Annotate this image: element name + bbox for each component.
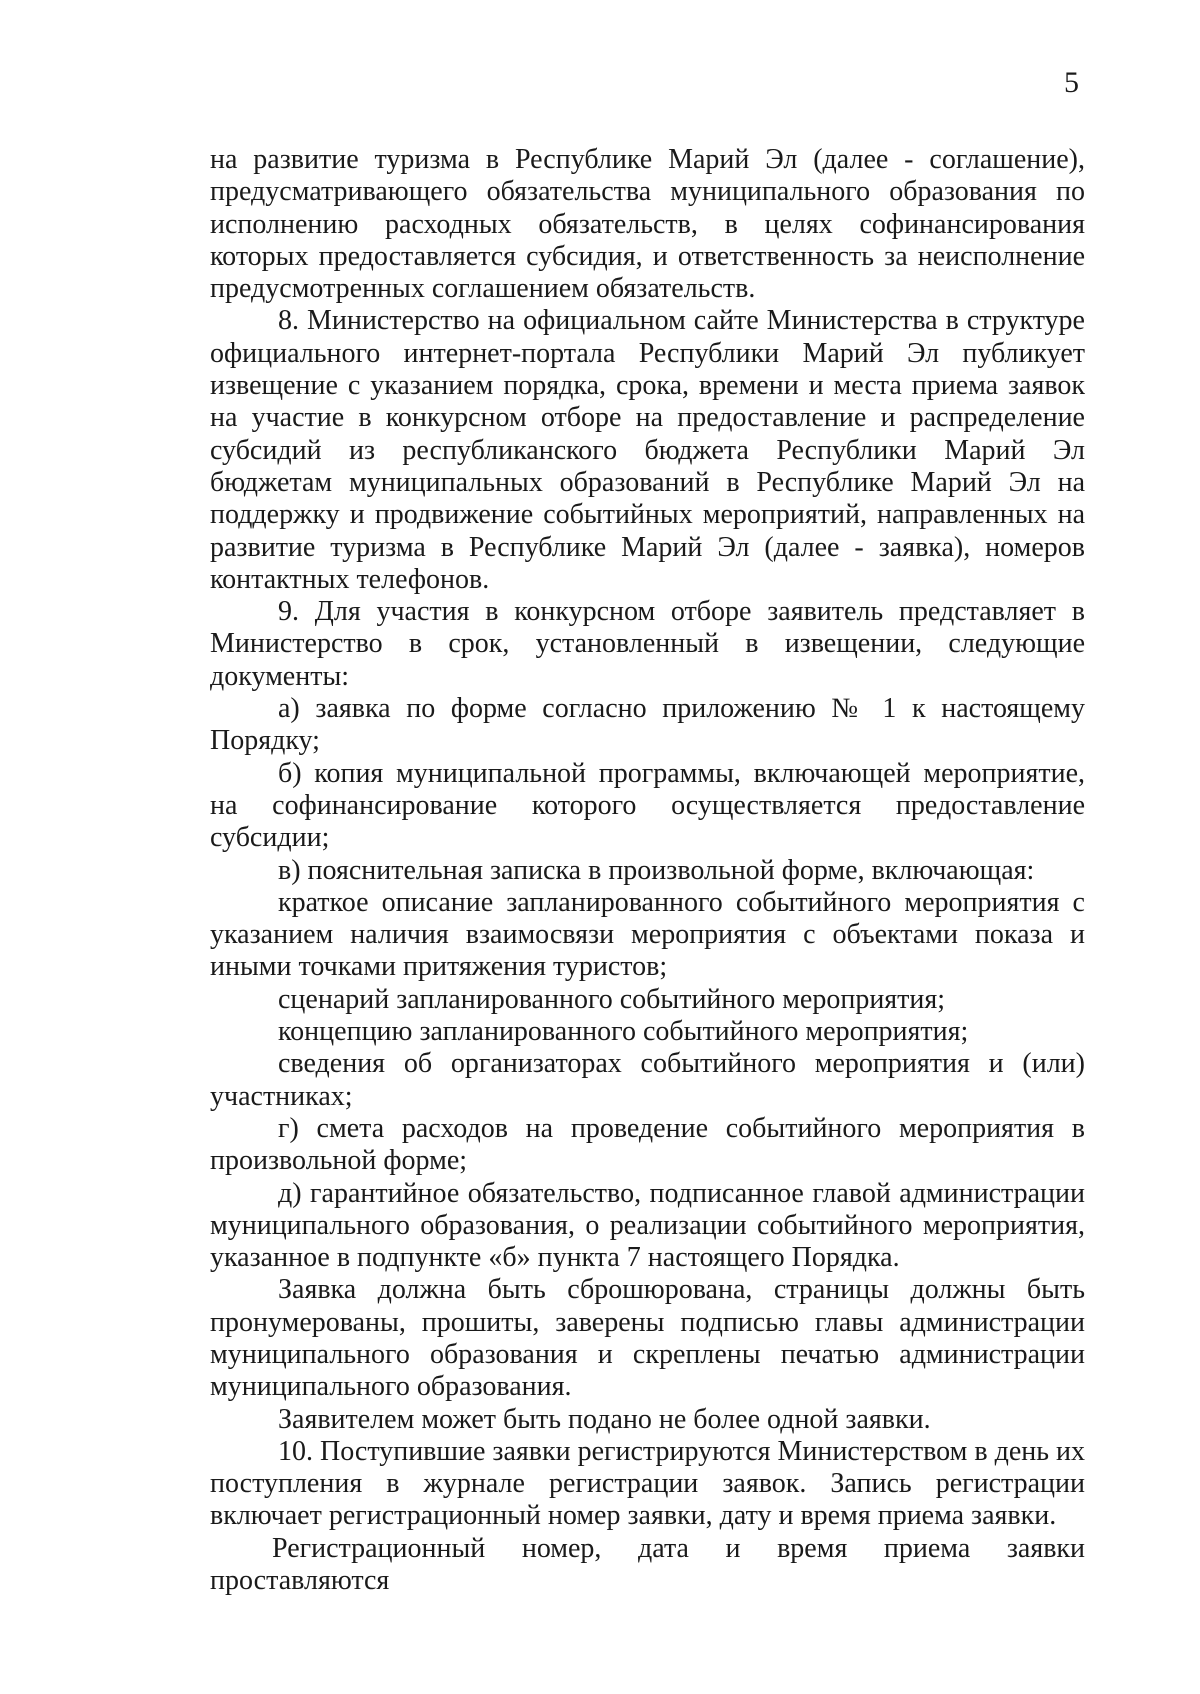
paragraph-registration-number: Регистрационный номер, дата и время приема заявки проставляются xyxy=(210,1532,1085,1597)
subitem-b: б) копия муниципальной программы, включающей мероприятие, на софинансирование которого осуществляется предоставление субсидии; xyxy=(210,757,1085,854)
subitem-d: д) гарантийное обязательство, подписанное главой администрации муниципального образования, о реализации событийного мероприятия, указанное в подпункте «б» пункта 7 настоящего Порядка. xyxy=(210,1177,1085,1274)
subitem-g: г) смета расходов на проведение событийного мероприятия в произвольной форме; xyxy=(210,1112,1085,1177)
paragraph-binding-requirements: Заявка должна быть сброшюрована, страницы должны быть пронумерованы, прошиты, заверены подписью главы администрации муниципального образования и скреплены печатью администрации муниципального образования. xyxy=(210,1274,1085,1403)
subitem-v: в) пояснительная записка в произвольной форме, включающая: xyxy=(278,854,1035,886)
explanatory-note-item-description: краткое описание запланированного событийного мероприятия с указанием наличия взаимосвязи мероприятия с объектами показа и иными точками притяжения туристов; xyxy=(210,886,1085,983)
page-number: 5 xyxy=(1064,66,1079,99)
subitem-a: а) заявка по форме согласно приложению № 1 к настоящему Порядку; xyxy=(210,693,1085,757)
explanatory-note-item-concept: концепцию запланированного событийного мероприятия; xyxy=(278,1016,969,1048)
explanatory-note-item-scenario: сценарий запланированного событийного мероприятия; xyxy=(278,983,946,1015)
paragraph-one-application-limit: Заявителем может быть подано не более одной заявки. xyxy=(278,1403,931,1435)
paragraph-item-8: 8. Министерство на официальном сайте Министерства в структуре официального интернет-портала Республики Марий Эл публикует извещение с указанием порядка, срока, времени и места приема заявок на участие в конкурсном отборе на предоставление и распределение субсидий из республиканского бюджета Республики Марий Эл бюджетам муниципальных образований в Республике Марий Эл на поддержку и продвижение событийных мероприятий, направленных на развитие туризма в Республике Марий Эл (далее - заявка), номеров контактных телефонов. xyxy=(210,305,1085,595)
paragraph-continuation: на развитие туризма в Республике Марий Эл (далее - соглашение), предусматривающего обязательства муниципального образования по исполнению расходных обязательств, в целях софинансирования которых предоставляется субсидия, и ответственность за неисполнение предусмотренных соглашением обязательств. xyxy=(210,144,1085,305)
paragraph-item-9: 9. Для участия в конкурсном отборе заявитель представляет в Министерство в срок, установленный в извещении, следующие документы: xyxy=(210,596,1085,692)
paragraph-item-10: 10. Поступившие заявки регистрируются Министерством в день их поступления в журнале регистрации заявок. Запись регистрации включает регистрационный номер заявки, дату и время приема заявки. xyxy=(210,1435,1085,1532)
document-body xyxy=(210,144,1085,1597)
explanatory-note-item-organizers: сведения об организаторах событийного мероприятия и (или) участниках; xyxy=(210,1048,1085,1112)
